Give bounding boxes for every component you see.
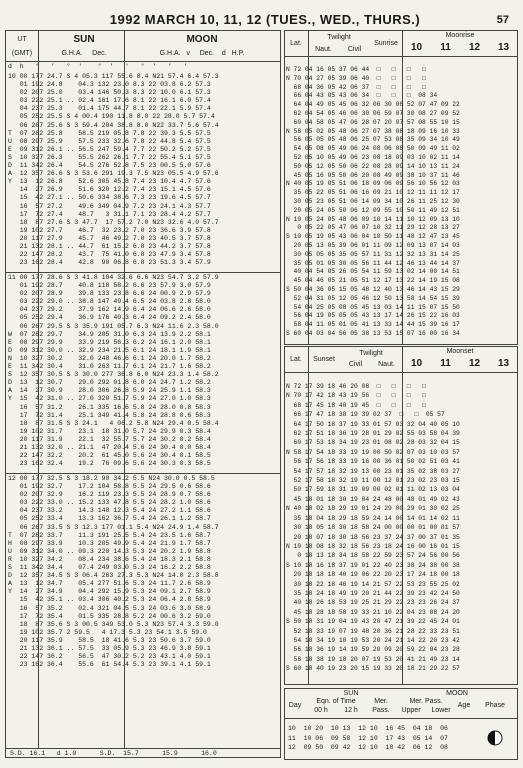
twilight-row: 64 04 49 05 45 06 32 06 30 06 52 07 47 09 22: [286, 101, 460, 109]
day11-block: [8, 274, 280, 472]
table-row: 02 207 28.9 39.8 133 23.8 6.6 24 00.9 2.9 57.9: [8, 290, 211, 298]
table-row: Y 13 12 26.8 52.6 305 45.8 7.4 23 10.4 4.7 57.6: [8, 178, 211, 186]
twilight-row: 0 05 22 05 47 06 07 10 32 11 29 12 28 13 27: [286, 224, 460, 232]
box-lower-label: Lower: [431, 707, 451, 714]
twilight-row: 30 18 05 18 30 18 58 24 00 00 00 01 00 01 57: [286, 524, 460, 532]
table-row: T 07 282 33.7 11.3 191 25.5 5.4 24 23.5 1.6 58.7: [8, 531, 211, 539]
table-row: 23 162 32.4 19.2 76 09.6 5.6 24 30.3 0.3 58.5: [8, 460, 211, 468]
table-row: 12 00 177 32.5 S 3 18.2 90 34.2 5.5 N24 30.0 0.5 58.5: [8, 475, 215, 482]
table-row: 15 42 27.1 .. 50.6 334 38.6 7.3 23 19.6 4.5 57.7: [8, 194, 211, 202]
twilight-row: N 70 04 27 05 39 06 40 □ □ □ □: [286, 74, 426, 82]
table-row: 05 252 29.4 36.9 176 40.3 6.4 24 09.2 2.4 58.0: [8, 314, 211, 322]
table-row: 01 192 24.8 04.3 132 23.0 8.3 22 03.8 6.2 57.3: [8, 81, 211, 89]
twilight-row: 54 18 34 19 10 19 53 20 24 21 14 22 20 23 42: [286, 636, 460, 644]
twilight-row: 45 18 28 18 58 19 33 21 10 22 04 23 08 24 20: [286, 608, 460, 616]
twilight-row: S 50 04 36 05 15 05 48 12 40 13 46 14 43 15 29: [286, 285, 460, 293]
box-phase-label: Phase: [485, 702, 505, 709]
twilight-row: N 10 18 08 18 32 18 56 23 18 24 16 00 16 01 15: [286, 542, 460, 550]
moonset-day-11: 11: [440, 358, 451, 369]
box-pass-label: Pass.: [372, 707, 390, 714]
box-moon-label: MOON: [446, 690, 468, 697]
moonrise-label: Moonrise: [445, 32, 475, 39]
table-row: 15 42 35.1 .. 03.4 306 40.2 5.3 24 06.4 2.8 58.9: [8, 596, 211, 604]
table-row: 06 267 33.5 S 3 12.3 177 01.1 5.4 N24 24.9 1.4 58.7: [8, 523, 219, 531]
table-row: 06 267 25.6 S 3 59.4 204 38.8 8.0 N22 33.7 5.6 57.4: [8, 121, 219, 129]
table-row: 04 237 25.3 01.4 175 44.7 8.1 22 22.1 5.9 57.4: [8, 105, 211, 113]
box-rows: [288, 724, 468, 756]
twilight-row: 52 05 10 05 49 06 23 08 18 09 03 10 02 11 14: [286, 153, 460, 161]
sunset-label: Sunset: [313, 356, 335, 363]
table-row: 10 00 177 24.7 S 4 05.3 117 55.6 8.4 N21 57.4 6.4 57.3: [8, 73, 219, 80]
table-row: S 10 327 26.3 55.5 262 26.1 7.7 22 55.4 5.1 57.5: [8, 153, 211, 161]
twilight-row: 56 04 19 05 05 05 43 13 17 14 26 15 22 16 03: [286, 312, 460, 320]
table-row: 23 162 28.4 42.8 90 06.8 6.8 23 51.3 3.4 57.9: [8, 259, 211, 267]
table-row: 19 102 27.7 46.7 32 23.2 7.0 23 36.6 3.9 57.8: [8, 226, 211, 234]
table-row: 01 192 32.7 17.2 104 58.8 5.5 24 29.5 0.6 58.6: [8, 483, 211, 491]
table-row: R 10 327 34.2 08.4 234 38.6 5.4 24 18.3 2.1 58.8: [8, 555, 211, 563]
twilight-row: 58 18 38 19 18 20 07 19 53 20 41 21 49 23 14: [286, 655, 460, 663]
table-row: 20 117 35.9 58.5 18 41.6 5.3 23 50.6 3.7 59.0: [8, 636, 211, 644]
table-row: 17 72 35.4 01.5 335 28.8 5.2 24 00.6 3.2 59.0: [8, 612, 211, 620]
box-eqn-label: Eqn. of Time: [316, 698, 356, 705]
table-row: 06 267 29.5 S 3 35.9 191 05.7 6.3 N24 11.6 2.3 58.0: [8, 322, 219, 330]
table-row: 19 102 31.7 23.1 18 31.0 5.7 24 29.9 0.3 58.4: [8, 427, 211, 435]
twilight-row: 60 04 58 05 47 06 28 07 20 07 57 08 55 10 15: [286, 118, 460, 126]
moon-phase-icon: [487, 730, 503, 746]
table-row: 05 252 25.5 S 4 00.4 190 11.8 8.0 22 28.0 5.7 57.4: [8, 113, 215, 121]
twilight-row: 62 04 54 05 46 06 30 06 59 07 30 08 27 09 52: [286, 109, 460, 117]
sun-columns: G.H.A. Dec.: [61, 50, 107, 57]
units-row: d h ° ′ ° ′ ° ′ ′ ° ′ ′ ′: [8, 63, 188, 70]
twilight-row: 66 04 43 05 43 06 34 □ □ □ 08 34: [286, 92, 438, 100]
twilight-row: 40 18 26 18 53 19 25 21 29 22 23 23 26 24 37: [286, 599, 460, 607]
table-row: D 13 12 30.7 29.0 292 01.8 6.0 24 24.7 1.2 58.2: [8, 379, 211, 387]
civil-label-2: Civil: [348, 361, 363, 368]
twilight-row: 52 18 33 19 07 19 48 20 36 21 28 22 33 23 51: [286, 627, 460, 635]
day10-block: [8, 73, 280, 271]
table-row: Y 15 42 31.0 .. 27.0 320 51.7 5.9 24 27.0 1.0 58.3: [8, 395, 211, 403]
box-merpass-label: Mer. Pass.: [409, 698, 443, 705]
twilight-row: N 72 04 16 05 37 06 44 □ □ □ □: [286, 66, 426, 73]
twilight-row: 64 17 50 18 37 19 33 01 57 03 32 04 40 05 10: [286, 420, 460, 428]
twilight-bottom-rows: [286, 382, 518, 684]
table-row: S 11 342 34.4 07.4 249 03.0 5.3 24 16.2 2.2 58.8: [8, 564, 211, 572]
table-row: 16 57 27.2 49.6 349 04.9 7.2 23 24.1 4.3 57.7: [8, 202, 211, 210]
twilight-row: 30 18 22 18 46 19 14 21 57 22 53 23 55 25 02: [286, 580, 460, 588]
table-row: 16 57 35.2 02.4 321 04.5 5.3 24 03.6 3.0 58.9: [8, 604, 211, 612]
table-row: D 12 357 34.5 S 3 06.4 263 27.3 5.3 N24 14.0 2.3 58.8: [8, 572, 219, 580]
table-row: 20 117 31.9 22.1 32 55.7 5.7 24 30.2 0.2 58.4: [8, 435, 211, 443]
twilight-row: S 10 05 19 05 43 06 04 10 50 11 48 12 47 13 45: [286, 233, 460, 241]
twilight-row: 60 17 53 18 34 19 23 01 08 02 28 03 32 04 15: [286, 439, 460, 447]
moon-heading: MOON: [186, 34, 218, 45]
twilight-row: 45 18 01 18 30 19 04 24 48 00 48 01 49 02 43: [286, 495, 460, 503]
table-row: A 12 357 26.6 S 3 53.6 291 19.3 7.5 N23 05.5 4.9 57.6: [8, 170, 219, 178]
box-age-label: Age: [457, 702, 471, 709]
moon-columns: G.H.A. v Dec. d H.P.: [159, 50, 245, 57]
twilight-row: N 10 05 24 05 48 06 09 10 14 11 10 12 09 13 10: [286, 215, 460, 223]
twilight-row: N 58 05 02 05 48 06 27 07 38 08 18 09 16 10 33: [286, 127, 460, 135]
twilight-row: 45 05 16 05 50 06 20 08 49 09 38 10 37 11 46: [286, 171, 460, 179]
twilight-top-rows: [286, 66, 518, 344]
sun-heading: SUN: [73, 34, 95, 45]
table-row: 03 222 33.0 .. 15.2 133 47.8 5.5 24 28.2 1.0 58.6: [8, 499, 211, 507]
twilight-row: 20 05 13 05 39 06 01 11 09 12 09 13 07 14 03: [286, 241, 460, 249]
twilight-row: 56 05 05 05 48 06 25 07 53 08 35 09 34 10 49: [286, 136, 460, 144]
box-eqn00-label: 00 h: [314, 707, 328, 714]
table-row: 21 132 32.0 .. 21.1 47 20.4 5.6 24 30.4 0.0 58.4: [8, 443, 211, 451]
table-row: 17 72 31.4 25.1 349 41.4 5.8 24 28.8 0.6 58.3: [8, 411, 211, 419]
table-row: Y 14 27 34.9 04.4 292 15.9 5.3 24 09.1 2.7 58.9: [8, 588, 211, 596]
table-row: 18 87 35.6 S 3 00.5 349 53.0 5.3 N23 57.4 3.3 59.0: [8, 620, 219, 628]
twilight-row: N 40 05 19 05 51 06 18 09 06 09 56 10 56 12 03: [286, 180, 460, 188]
twilight-row: 56 17 56 18 33 19 16 00 36 01 50 02 51 03 41: [286, 458, 460, 466]
twilight-row: 35 05 22 05 51 06 16 09 21 10 12 11 11 12 17: [286, 189, 460, 197]
table-row: E 09 312 26.1 .. 56.5 247 59.4 7.7 22 50.2 5.2 57.5: [8, 145, 211, 153]
page-title: 1992 MARCH 10, 11, 12 (TUES., WED., THURS.): [109, 12, 421, 27]
twilight-label: Twilight: [327, 34, 351, 41]
table-row: W 07 282 29.7 34.9 205 31.0 6.3 24 13.9 2.2 58.1: [8, 330, 211, 338]
twilight-row: 68 17 45 18 40 19 45 □ □ □ □: [286, 401, 426, 409]
twilight-row: S 10 18 16 18 37 19 01 22 40 23 38 24 38 00 38: [286, 561, 460, 569]
twilight-row: S 60 18 40 19 23 20 15 19 33 20 18 21 29 22 57: [286, 665, 460, 673]
day12-block: [8, 475, 280, 673]
table-row: A 14 27 30.9 28.0 306 26.8 5.9 24 25.9 1.1 58.3: [8, 387, 211, 395]
table-row: 22 147 36.2 56.5 47 30.2 5.2 23 43.1 4.0 59.1: [8, 653, 211, 661]
table-row: D 11 342 26.4 54.5 276 52.8 7.5 23 00.5 5.0 57.6: [8, 162, 211, 170]
twilight-row: 40 04 54 05 26 05 54 11 59 13 02 14 00 14 51: [286, 268, 460, 276]
twilight-row: 52 17 58 18 32 19 11 00 12 01 23 02 23 03 15: [286, 477, 460, 485]
table-row: 03 222 29.0 .. 38.8 147 49.4 6.5 24 03.8 2.8 58.0: [8, 298, 211, 306]
table-row: 21 132 28.1 .. 44.7 61 15.2 6.8 23 44.2 3.7 57.8: [8, 242, 211, 250]
twilight-row: 50 05 12 05 50 06 22 08 28 09 14 10 13 11 24: [286, 162, 460, 170]
twilight-row: 45 04 46 05 21 05 51 12 17 13 22 14 19 15 08: [286, 277, 460, 285]
table-row: U 08 297 25.9 57.5 233 32.6 7.8 22 44.8 5.4 57.5: [8, 137, 211, 145]
table-row: D 09 312 30.0 .. 32.9 234 21.5 6.1 24 18.1 1.9 58.1: [8, 346, 211, 354]
page-header: [0, 12, 523, 28]
ephemeris-row: 12 09 50 09 42 12 10 18 42 06 12 08: [288, 744, 448, 751]
twilight-row: 35 18 04 18 29 18 59 24 14 00 14 01 14 02 11: [286, 514, 460, 522]
box-eqn12-label: 12 h: [344, 707, 358, 714]
sd-row: S.D. 16.1 d 1.0 S.D. 15.7 15.9 16.0: [10, 750, 217, 757]
civil-label: Civil: [347, 46, 362, 53]
twilight-row: 35 18 24 18 49 19 20 21 44 22 39 23 42 24 50: [286, 589, 460, 597]
sunrise-label: Sunrise: [374, 40, 398, 47]
lat-label-2: Lat.: [290, 356, 302, 363]
twilight-row: 0 18 13 18 34 18 58 22 59 23 57 24 56 00 56: [286, 552, 460, 560]
twilight-row: 30 05 05 05 35 05 57 11 31 12 32 13 31 14 25: [286, 250, 460, 258]
twilight-row: 58 04 11 05 01 05 41 13 33 14 44 15 39 16 17: [286, 321, 460, 329]
table-row: S 12 357 30.5 S 3 30.0 277 36.8 6.0 N24 23.3 1.4 58.2: [8, 371, 219, 379]
twilight-label-2: Twilight: [359, 350, 383, 357]
table-row: 19 102 35.7 2 59.5 4 17.3 5.3 23 54.1 3.5 59.0: [8, 628, 207, 636]
table-row: 22 147 28.2 43.7 75 41.0 6.8 23 47.9 3.4 57.8: [8, 251, 211, 259]
twilight-row: S 50 18 31 19 04 19 43 20 47 21 39 22 45 24 01: [286, 618, 460, 626]
table-row: 22 147 32.2 20.2 61 45.0 5.6 24 30.4 0.1 58.5: [8, 452, 211, 460]
moonrise-day-12: 12: [468, 42, 481, 53]
table-row: E 08 297 29.9 33.9 219 56.3 6.2 24 16.1 2.0 58.1: [8, 338, 211, 346]
twilight-row: 20 18 07 18 30 18 56 23 37 24 37 00 37 01 35: [286, 533, 460, 541]
ut-label: UT: [17, 36, 27, 43]
twilight-row: N 70 17 42 18 43 19 56 □ □ □ □: [286, 392, 426, 400]
moonset-day-13: 13: [497, 358, 510, 369]
table-row: U 09 312 34.0 .. 09.3 220 14.3 5.3 24 20.2 1.9 58.8: [8, 547, 211, 555]
box-day-label: Day: [288, 702, 302, 709]
twilight-row: 62 17 51 18 36 19 28 01 29 02 55 03 58 04 39: [286, 430, 460, 438]
gmt-label: (GMT): [11, 50, 33, 57]
table-row: 14 27 26.9 51.6 320 12.2 7.4 23 15.1 4.5 57.6: [8, 186, 211, 194]
table-row: E 11 342 30.4 31.0 263 11.7 6.1 24 21.7 1.6 58.2: [8, 363, 211, 371]
naut-label-2: Naut.: [378, 361, 395, 368]
table-row: H 08 297 33.9 10.3 205 49.9 5.4 24 21.9 1.7 58.7: [8, 539, 211, 547]
moonrise-day-11: 11: [440, 42, 451, 53]
table-row: 20 117 27.9 45.7 46 49.2 7.0 23 40.5 3.7 57.8: [8, 234, 211, 242]
moonset-day-10: 10: [410, 358, 423, 369]
twilight-row: N 40 18 02 18 29 19 01 24 29 00 29 01 30 02 25: [286, 505, 460, 513]
box-upper-label: Upper: [401, 707, 421, 714]
twilight-row: 20 18 18 18 40 19 06 22 20 23 17 24 18 00 18: [286, 571, 460, 579]
table-row: 04 237 33.2 14.3 148 12.3 5.4 24 27.2 1.1 58.6: [8, 507, 211, 515]
twilight-row: 54 04 25 05 08 05 45 13 03 14 11 15 07 15 50: [286, 303, 460, 311]
table-row: N 10 327 30.2 32.0 248 46.6 6.1 24 20.0 1.7 58.2: [8, 354, 211, 362]
table-row: 02 207 32.9 16.2 119 23.3 5.5 24 28.9 0.7 58.6: [8, 491, 211, 499]
table-row: 18 87 31.5 S 3 24.1 4 06.2 5.8 N24 29.4 0.5 58.4: [8, 419, 219, 427]
twilight-row: 66 17 47 18 38 19 39 02 37 □ □ 05 57: [286, 411, 445, 419]
table-row: 03 222 25.1 .. 02.4 161 17.6 8.1 22 16.1 6.0 57.4: [8, 97, 211, 105]
lat-label: Lat.: [290, 40, 302, 47]
twilight-row: 54 17 57 18 32 19 13 00 23 01 35 02 38 03 27: [286, 467, 460, 475]
box-sun-label: SUN: [343, 690, 359, 697]
twilight-row: 50 17 59 18 31 19 09 00 02 01 11 02 13 03 04: [286, 486, 460, 494]
ephemeris-row: 10 10 20 10 13 12 10 16 45 04 18 06: [288, 725, 448, 732]
moonrise-day-10: 10: [410, 42, 423, 53]
naut-label: Naut.: [315, 46, 332, 53]
table-row: 21 132 36.1 .. 57.5 33 05.9 5.3 23 46.9 3.8 59.1: [8, 644, 211, 652]
twilight-row: N 72 17 39 18 46 20 08 □ □ □ □: [286, 383, 426, 390]
table-row: 05 252 33.4 13.3 162 36.7 5.4 24 26.1 1.2 58.7: [8, 515, 211, 523]
page-number: 57: [496, 14, 509, 26]
ephemeris-row: 11 10 06 09 58 12 10 17 43 05 14 07: [288, 734, 448, 742]
table-row: 04 237 29.2 37.9 162 14.9 6.4 24 06.6 2.6 58.0: [8, 306, 211, 314]
table-row: 17 72 27.4 48.7 3 31.1 7.1 23 28.4 4.2 57.7: [8, 210, 211, 218]
twilight-row: 35 05 01 05 30 05 56 11 44 12 46 13 44 14 37: [286, 259, 460, 267]
moonset-day-12: 12: [468, 358, 481, 369]
moonset-label: Moonset: [446, 348, 474, 355]
table-row: A 13 12 34.7 05.4 277 51.6 5.3 24 11.7 2.6 58.9: [8, 580, 211, 588]
twilight-row: 54 05 08 05 49 06 24 08 06 08 50 09 49 11 02: [286, 145, 460, 153]
table-row: 16 57 31.2 26.1 335 16.6 5.8 24 28.0 0.8 58.3: [8, 403, 211, 411]
twilight-row: 20 05 24 05 50 06 12 09 55 10 50 11 49 12 51: [286, 206, 460, 214]
twilight-row: 30 05 23 05 51 06 14 09 34 10 26 11 25 12 30: [286, 197, 460, 205]
twilight-row: N 58 17 54 18 33 19 19 00 50 02 07 03 10 03 57: [286, 448, 460, 456]
table-row: 11 00 177 28.6 S 3 41.8 104 32.6 6.6 N23 54.7 3.2 57.9: [8, 274, 219, 281]
twilight-row: 52 04 31 05 12 05 46 12 50 13 58 14 54 15 39: [286, 294, 460, 302]
table-row: T 07 282 25.8 58.5 219 05.8 7.8 22 39.3 5.5 57.5: [8, 129, 211, 137]
table-row: 02 207 25.0 03.4 146 50.3 8.3 22 10.0 6.1 57.3: [8, 89, 211, 97]
twilight-row: 68 04 36 05 42 06 37 □ □ □ □: [286, 83, 426, 91]
twilight-row: S 60 04 03 04 56 05 38 13 53 15 07 16 00 16 34: [286, 329, 460, 337]
table-row: 01 192 28.7 40.8 118 58.2 6.6 23 57.9 3.0 57.9: [8, 282, 211, 290]
box-mer-label: Mer.: [374, 698, 388, 705]
table-row: 18 87 27.6 S 3 47.7 17 57.2 7.0 N23 32.6 4.0 57.7: [8, 218, 219, 226]
moonrise-day-13: 13: [497, 42, 510, 53]
twilight-row: 56 18 36 19 14 19 59 20 09 20 59 22 04 23 28: [286, 646, 460, 654]
table-row: 23 162 36.4 55.6 61 54.4 5.3 23 39.1 4.1 59.1: [8, 661, 211, 669]
